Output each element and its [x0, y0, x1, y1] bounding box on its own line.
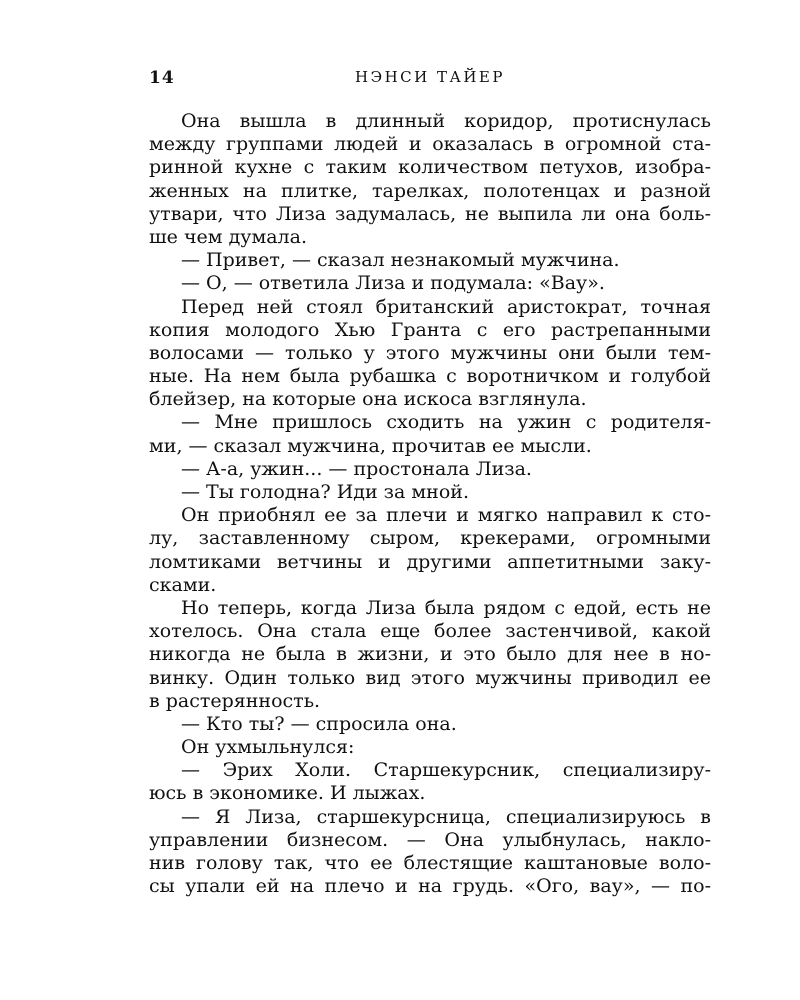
text-line: — Ты голодна? Иди за мной.	[181, 481, 469, 503]
text-line: винку. Один только вид этого мужчины приводил ее	[149, 666, 711, 689]
text-line: Она вышла в длинный коридор, протиснулась	[181, 110, 711, 132]
text-line: в растерянность.	[149, 689, 321, 712]
text-line: сками.	[149, 573, 217, 596]
text-line: Но теперь, когда Лиза была рядом с едой, есть не	[181, 596, 711, 619]
text-line: женных на плитке, тарелках, полотенцах и разной	[149, 179, 711, 202]
text-line: — О, — ответила Лиза и подумала: «Вау».	[181, 272, 605, 295]
text-line: ше чем думала.	[149, 225, 307, 248]
text-line: блейзер, на которые она искоса взглянула.	[149, 388, 587, 411]
text-line: — Мне пришлось сходить на ужин с родителя-	[181, 411, 711, 434]
text-line: между группами людей и оказалась в огромной ста-	[149, 133, 711, 156]
text-line: волосами — только у этого мужчины они были тем-	[149, 341, 711, 364]
text-line: копия молодого Хью Гранта с его растрепанными	[149, 318, 711, 341]
text-line: Он ухмыльнулся:	[181, 736, 355, 759]
text-line: Перед ней стоял британский аристократ, точная	[181, 295, 711, 318]
text-line: ми, — сказал мужчина, прочитав ее мысли.	[149, 434, 592, 457]
running-head-author: НЭНСИ ТАЙЕР	[355, 68, 505, 86]
text-line: управлении бизнесом. — Она улыбнулась, накло-	[149, 828, 711, 851]
text-line: ломтиками ветчины и другими аппетитными заку-	[149, 550, 711, 573]
text-line: — Я Лиза, старшекурсница, специализируюсь в	[181, 805, 711, 828]
text-line: — Кто ты? — спросила она.	[181, 712, 457, 735]
text-line: Он приобнял ее за плечи и мягко направил к сто-	[181, 504, 711, 527]
text-line: нив голову так, что ее блестящие каштановые воло-	[149, 852, 711, 874]
text-line: ные. На нем была рубашка с воротничком и голубой	[149, 365, 711, 388]
text-line: лу, заставленному сыром, крекерами, огромными	[149, 527, 711, 550]
text-line: — А-а, ужин... — простонала Лиза.	[181, 457, 532, 480]
text-line: ринной кухне с таким количеством петухов, изобра-	[149, 156, 711, 179]
text-line: никогда не была в жизни, и это было для нее в но-	[149, 643, 711, 666]
text-line: утвари, что Лиза задумалась, не выпила ли она боль-	[149, 202, 711, 225]
page-number: 14	[149, 68, 175, 88]
text-line: — Эрих Холи. Старшекурсник, специализиру-	[181, 759, 711, 782]
text-line: сы упали ей на плечо и на грудь. «Ого, вау», — по-	[149, 875, 711, 898]
text-line: — Привет, — сказал незнакомый мужчина.	[181, 249, 620, 272]
page-header	[149, 68, 711, 92]
text-line: хотелось. Она стала еще более застенчивой, какой	[149, 620, 711, 643]
body-text	[149, 110, 711, 898]
text-line: юсь в экономике. И лыжах.	[149, 782, 426, 805]
